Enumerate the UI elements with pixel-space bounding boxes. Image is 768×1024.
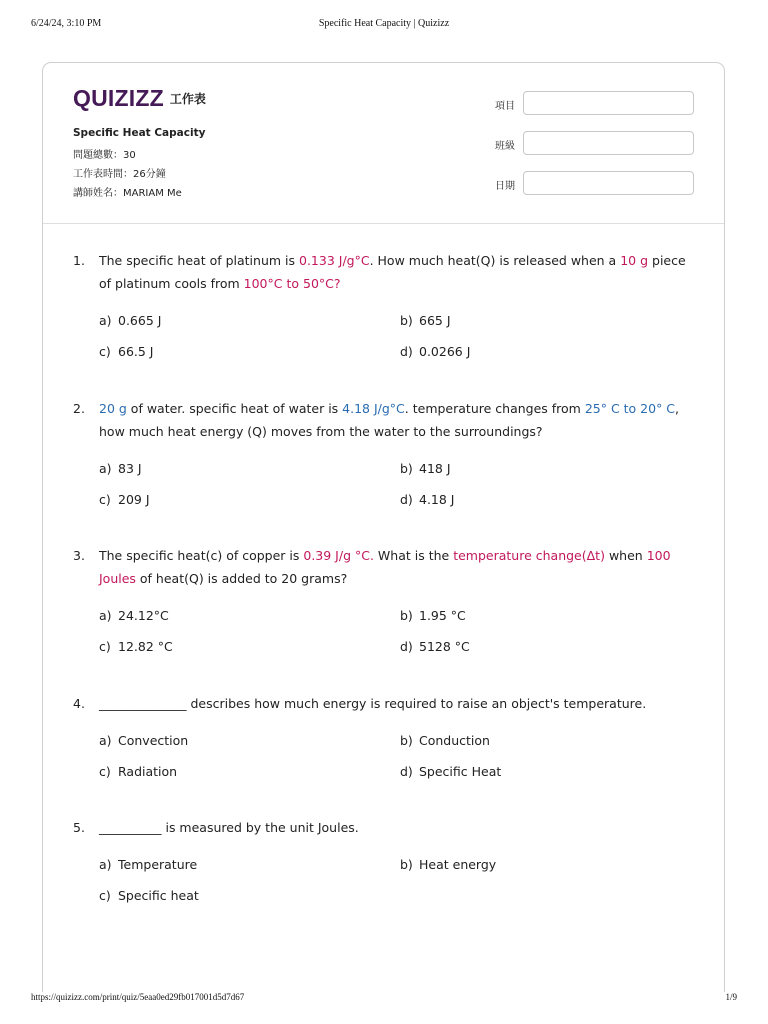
option-text: Specific Heat: [419, 764, 502, 779]
worksheet: [42, 62, 725, 992]
option-letter: a): [99, 608, 112, 623]
class-field[interactable]: [523, 131, 694, 155]
question-text-segment: of heat(Q) is added to 20 grams?: [135, 571, 348, 586]
question-text-segment: The specific heat(c) of copper is: [99, 548, 304, 563]
option-letter: a): [99, 857, 112, 872]
question-text-segment: The specific heat of platinum is: [99, 253, 299, 268]
option-text: 209 J: [118, 492, 150, 507]
answer-option-3[interactable]: [99, 344, 154, 359]
quiz-title: Specific Heat Capacity: [73, 127, 206, 139]
answer-option-4[interactable]: [400, 639, 470, 654]
option-text: 1.95 °C: [419, 608, 466, 623]
option-letter: a): [99, 313, 112, 328]
question-text-segment: , how much heat energy (Q) moves from the water to the surroundings?: [99, 401, 680, 439]
option-letter: d): [400, 639, 413, 654]
question-number: 4.: [73, 696, 85, 711]
question-text: [99, 397, 699, 443]
teacher-name: 講師姓名：MARIAM Me: [73, 188, 182, 199]
print-url: https://quizizz.com/print/quiz/5eaa0ed29fb017001d5d7d67: [31, 992, 245, 1002]
question-text: [99, 816, 699, 839]
option-letter: d): [400, 492, 413, 507]
option-text: 12.82 °C: [118, 639, 173, 654]
question-text-segment: __________ is measured by the unit Joules.: [99, 820, 359, 835]
worksheet-info-panel: [43, 63, 724, 224]
answer-option-1[interactable]: [99, 857, 197, 872]
print-footer: [31, 992, 737, 1006]
question-text-segment: piece of platinum cools from: [99, 253, 686, 291]
item-field[interactable]: [523, 91, 694, 115]
answer-option-3[interactable]: [99, 764, 177, 779]
option-letter: c): [99, 888, 111, 903]
answer-option-2[interactable]: [400, 608, 466, 623]
option-text: 4.18 J: [419, 492, 455, 507]
option-letter: d): [400, 344, 413, 359]
quizizz-logo: [73, 85, 206, 112]
logo-text: QUIZIZZ: [73, 85, 164, 111]
worksheet-time: 工作表時間：26分鐘: [73, 169, 166, 180]
highlighted-text: 0.133 J/g°C: [299, 253, 370, 268]
answer-option-2[interactable]: [400, 313, 451, 328]
option-text: 24.12°C: [118, 608, 169, 623]
option-text: Heat energy: [419, 857, 497, 872]
question-count: 問題總數：30: [73, 150, 136, 161]
option-text: 0.665 J: [118, 313, 162, 328]
highlighted-text: 25° C to 20° C: [584, 401, 676, 416]
answer-option-4[interactable]: [400, 344, 470, 359]
question-text-segment: . temperature changes from: [404, 401, 585, 416]
answer-option-1[interactable]: [99, 733, 188, 748]
highlighted-text: 20 g: [99, 401, 127, 416]
option-letter: c): [99, 639, 111, 654]
option-text: 665 J: [419, 313, 451, 328]
highlighted-text: 0.39 J/g °C.: [303, 548, 374, 563]
page-number: 1/9: [725, 992, 737, 1002]
print-header: [31, 18, 737, 32]
option-text: 83 J: [118, 461, 142, 476]
answer-option-3[interactable]: [99, 639, 173, 654]
answer-option-2[interactable]: [400, 461, 451, 476]
option-letter: b): [400, 608, 413, 623]
question-text-segment: ______________ describes how much energy is required to raise an object's temperature.: [99, 696, 647, 711]
answer-option-3[interactable]: [99, 888, 199, 903]
question-text-segment: when: [604, 548, 647, 563]
field-label-class: 班級: [495, 141, 515, 152]
highlighted-text: temperature change(Δt): [453, 548, 605, 563]
option-text: 418 J: [419, 461, 451, 476]
answer-option-2[interactable]: [400, 733, 490, 748]
answer-option-1[interactable]: [99, 608, 169, 623]
question-text-segment: of water. specific heat of water is: [126, 401, 343, 416]
field-label-item: 項目: [495, 101, 515, 112]
answer-option-2[interactable]: [400, 857, 496, 872]
question-number: 1.: [73, 253, 85, 268]
print-page-title: Specific Heat Capacity | Quizizz: [318, 18, 450, 29]
option-letter: c): [99, 344, 111, 359]
question-text-segment: . How much heat(Q) is released when a: [369, 253, 621, 268]
highlighted-text: 100°C to 50°C?: [243, 276, 341, 291]
answer-option-3[interactable]: [99, 492, 150, 507]
logo-subtitle: 工作表: [169, 92, 206, 106]
highlighted-text: 4.18 J/g°C: [342, 401, 405, 416]
highlighted-text: 100 Joules: [99, 548, 671, 586]
option-text: 5128 °C: [419, 639, 470, 654]
answer-option-1[interactable]: [99, 461, 142, 476]
question-text: [99, 544, 699, 590]
question-number: 2.: [73, 401, 85, 416]
highlighted-text: 10 g: [620, 253, 649, 268]
answer-option-1[interactable]: [99, 313, 161, 328]
question-text: [99, 692, 699, 715]
question-text: [99, 249, 699, 295]
answer-option-4[interactable]: [400, 492, 455, 507]
answer-option-4[interactable]: [400, 764, 501, 779]
field-label-date: 日期: [495, 181, 515, 192]
option-letter: b): [400, 461, 413, 476]
option-letter: b): [400, 313, 413, 328]
option-text: Radiation: [118, 764, 178, 779]
question-number: 3.: [73, 548, 85, 563]
option-letter: b): [400, 733, 413, 748]
option-letter: d): [400, 764, 413, 779]
option-letter: c): [99, 492, 111, 507]
option-letter: a): [99, 461, 112, 476]
option-text: 0.0266 J: [419, 344, 471, 359]
option-text: Convection: [118, 733, 189, 748]
print-datetime: 6/24/24, 3:10 PM: [31, 18, 102, 29]
option-text: Temperature: [118, 857, 198, 872]
option-letter: c): [99, 764, 111, 779]
option-letter: b): [400, 857, 413, 872]
option-text: Specific heat: [118, 888, 199, 903]
date-field[interactable]: [523, 171, 694, 195]
question-number: 5.: [73, 820, 85, 835]
option-text: Conduction: [419, 733, 490, 748]
option-text: 66.5 J: [118, 344, 154, 359]
option-letter: a): [99, 733, 112, 748]
question-text-segment: What is the: [373, 548, 454, 563]
